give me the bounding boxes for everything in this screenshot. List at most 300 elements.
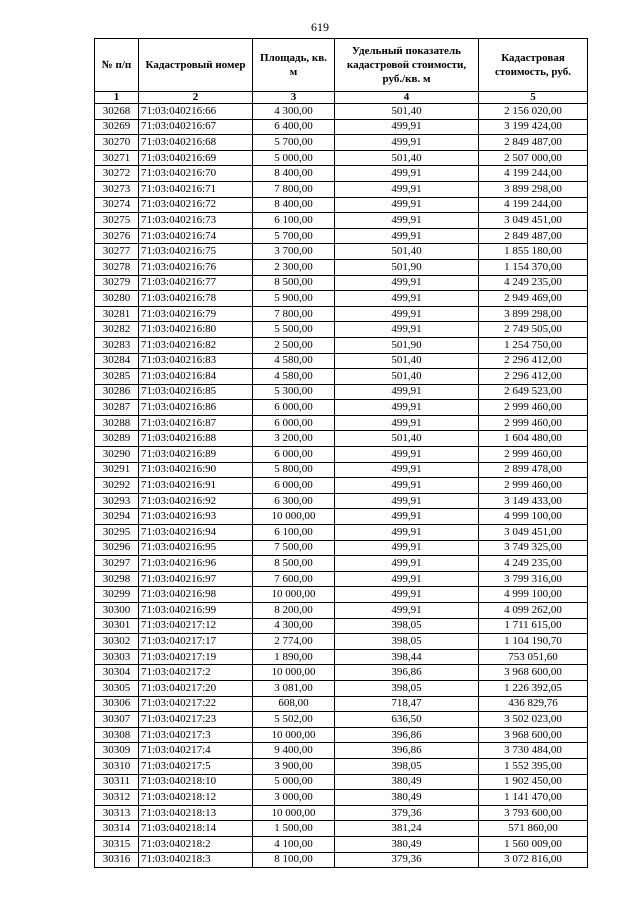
cadastral-number-cell: 71:03:040216:69: [139, 150, 253, 166]
header-row-number: № п/п: [95, 39, 139, 92]
area-cell: 1 890,00: [253, 649, 335, 665]
unit-value-cell: 379,36: [335, 805, 479, 821]
row-number-cell: 30300: [95, 603, 139, 619]
cadastral-value-cell: 4 249 235,00: [479, 275, 588, 291]
cadastral-value-cell: 4 099 262,00: [479, 603, 588, 619]
cadastral-number-cell: 71:03:040218:14: [139, 821, 253, 837]
row-number-cell: 30291: [95, 462, 139, 478]
cadastral-value-cell: 2 296 412,00: [479, 353, 588, 369]
unit-value-cell: 380,49: [335, 790, 479, 806]
table-row: [95, 587, 588, 603]
cadastral-value-cell: 1 254 750,00: [479, 337, 588, 353]
cadastral-value-cell: 1 560 009,00: [479, 836, 588, 852]
row-number-cell: 30284: [95, 353, 139, 369]
table-row: [95, 228, 588, 244]
unit-value-cell: 398,05: [335, 680, 479, 696]
unit-value-cell: 499,91: [335, 415, 479, 431]
cadastral-value-cell: 3 968 600,00: [479, 727, 588, 743]
table-row: [95, 275, 588, 291]
row-number-cell: 30272: [95, 166, 139, 182]
cadastral-number-cell: 71:03:040216:96: [139, 556, 253, 572]
cadastral-number-cell: 71:03:040216:91: [139, 478, 253, 494]
cadastral-value-cell: 2 949 469,00: [479, 291, 588, 307]
table-row: [95, 525, 588, 541]
table-row: [95, 758, 588, 774]
area-cell: 608,00: [253, 696, 335, 712]
cadastral-value-cell: 436 829,76: [479, 696, 588, 712]
cadastral-number-cell: 71:03:040216:77: [139, 275, 253, 291]
row-number-cell: 30304: [95, 665, 139, 681]
area-cell: 8 500,00: [253, 556, 335, 572]
row-number-cell: 30295: [95, 525, 139, 541]
area-cell: 8 200,00: [253, 603, 335, 619]
cadastral-value-cell: 4 999 100,00: [479, 587, 588, 603]
cadastral-number-cell: 71:03:040218:2: [139, 836, 253, 852]
row-number-cell: 30268: [95, 104, 139, 120]
cadastral-value-cell: 2 899 478,00: [479, 462, 588, 478]
cadastral-number-cell: 71:03:040217:19: [139, 649, 253, 665]
cadastral-value-cell: 3 199 424,00: [479, 119, 588, 135]
cadastral-value-cell: 3 072 816,00: [479, 852, 588, 868]
header-cadastral-number: Кадастровый номер: [139, 39, 253, 92]
cadastral-number-cell: 71:03:040218:3: [139, 852, 253, 868]
table-row: [95, 556, 588, 572]
unit-value-cell: 499,91: [335, 478, 479, 494]
area-cell: 10 000,00: [253, 727, 335, 743]
area-cell: 6 000,00: [253, 478, 335, 494]
table-row: [95, 743, 588, 759]
table-row: [95, 493, 588, 509]
row-number-cell: 30278: [95, 259, 139, 275]
table-row: [95, 400, 588, 416]
table-row: [95, 712, 588, 728]
unit-value-cell: 499,91: [335, 587, 479, 603]
unit-value-cell: 499,91: [335, 322, 479, 338]
row-number-cell: 30281: [95, 306, 139, 322]
unit-value-cell: 499,91: [335, 384, 479, 400]
area-cell: 7 500,00: [253, 540, 335, 556]
table-row: [95, 836, 588, 852]
cadastral-number-cell: 71:03:040216:70: [139, 166, 253, 182]
table-row: [95, 727, 588, 743]
area-cell: 8 400,00: [253, 197, 335, 213]
cadastral-value-cell: 3 899 298,00: [479, 306, 588, 322]
row-number-cell: 30274: [95, 197, 139, 213]
table-row: [95, 119, 588, 135]
cadastral-number-cell: 71:03:040218:12: [139, 790, 253, 806]
unit-value-cell: 501,40: [335, 150, 479, 166]
table-row: [95, 665, 588, 681]
table-row: [95, 135, 588, 151]
area-cell: 8 400,00: [253, 166, 335, 182]
cadastral-number-cell: 71:03:040218:13: [139, 805, 253, 821]
row-number-cell: 30279: [95, 275, 139, 291]
cadastral-number-cell: 71:03:040216:67: [139, 119, 253, 135]
area-cell: 10 000,00: [253, 509, 335, 525]
area-cell: 9 400,00: [253, 743, 335, 759]
cadastral-number-cell: 71:03:040216:92: [139, 493, 253, 509]
column-number: 1: [95, 92, 139, 104]
cadastral-value-cell: 571 860,00: [479, 821, 588, 837]
cadastral-value-cell: 2 999 460,00: [479, 415, 588, 431]
cadastral-number-cell: 71:03:040216:73: [139, 213, 253, 229]
cadastral-number-cell: 71:03:040216:68: [139, 135, 253, 151]
row-number-cell: 30273: [95, 181, 139, 197]
area-cell: 5 500,00: [253, 322, 335, 338]
cadastral-number-cell: 71:03:040216:86: [139, 400, 253, 416]
area-cell: 5 900,00: [253, 291, 335, 307]
table-row: [95, 213, 588, 229]
row-number-cell: 30314: [95, 821, 139, 837]
area-cell: 3 000,00: [253, 790, 335, 806]
area-cell: 8 100,00: [253, 852, 335, 868]
row-number-cell: 30285: [95, 369, 139, 385]
cadastral-value-cell: 1 226 392,05: [479, 680, 588, 696]
row-number-cell: 30316: [95, 852, 139, 868]
unit-value-cell: 499,91: [335, 400, 479, 416]
table-row: [95, 790, 588, 806]
cadastral-value-cell: 3 049 451,00: [479, 213, 588, 229]
area-cell: 6 300,00: [253, 493, 335, 509]
row-number-cell: 30299: [95, 587, 139, 603]
area-cell: 10 000,00: [253, 805, 335, 821]
table-row: [95, 197, 588, 213]
unit-value-cell: 499,91: [335, 540, 479, 556]
unit-value-cell: 398,05: [335, 634, 479, 650]
area-cell: 5 300,00: [253, 384, 335, 400]
cadastral-number-cell: 71:03:040216:75: [139, 244, 253, 260]
area-cell: 3 200,00: [253, 431, 335, 447]
table-row: [95, 150, 588, 166]
unit-value-cell: 379,36: [335, 852, 479, 868]
cadastral-number-cell: 71:03:040218:10: [139, 774, 253, 790]
cadastral-value-cell: 2 649 523,00: [479, 384, 588, 400]
unit-value-cell: 501,40: [335, 353, 479, 369]
row-number-cell: 30310: [95, 758, 139, 774]
unit-value-cell: 499,91: [335, 228, 479, 244]
table-row: [95, 509, 588, 525]
area-cell: 5 000,00: [253, 774, 335, 790]
unit-value-cell: 499,91: [335, 493, 479, 509]
unit-value-cell: 398,05: [335, 758, 479, 774]
row-number-cell: 30297: [95, 556, 139, 572]
table-row: [95, 852, 588, 868]
row-number-cell: 30287: [95, 400, 139, 416]
unit-value-cell: 718,47: [335, 696, 479, 712]
row-number-cell: 30305: [95, 680, 139, 696]
cadastral-number-cell: 71:03:040217:5: [139, 758, 253, 774]
cadastral-value-cell: 1 141 470,00: [479, 790, 588, 806]
cadastral-number-cell: 71:03:040216:72: [139, 197, 253, 213]
unit-value-cell: 501,40: [335, 244, 479, 260]
area-cell: 5 700,00: [253, 228, 335, 244]
row-number-cell: 30282: [95, 322, 139, 338]
cadastral-value-cell: 2 849 487,00: [479, 135, 588, 151]
table-row: [95, 291, 588, 307]
area-cell: 6 100,00: [253, 213, 335, 229]
table-row: [95, 603, 588, 619]
cadastral-value-cell: 3 749 325,00: [479, 540, 588, 556]
row-number-cell: 30298: [95, 571, 139, 587]
row-number-cell: 30307: [95, 712, 139, 728]
area-cell: 4 300,00: [253, 618, 335, 634]
table-row: [95, 369, 588, 385]
cadastral-number-cell: 71:03:040216:79: [139, 306, 253, 322]
table-row: [95, 540, 588, 556]
unit-value-cell: 499,91: [335, 525, 479, 541]
table-row: [95, 104, 588, 120]
unit-value-cell: 499,91: [335, 571, 479, 587]
area-cell: 3 700,00: [253, 244, 335, 260]
unit-value-cell: 499,91: [335, 197, 479, 213]
cadastral-value-cell: 3 049 451,00: [479, 525, 588, 541]
header-area: Площадь, кв. м: [253, 39, 335, 92]
table-row: [95, 431, 588, 447]
column-number: 2: [139, 92, 253, 104]
cadastral-value-cell: 4 999 100,00: [479, 509, 588, 525]
unit-value-cell: 396,86: [335, 727, 479, 743]
unit-value-cell: 499,91: [335, 509, 479, 525]
cadastral-value-cell: 2 999 460,00: [479, 478, 588, 494]
cadastral-number-cell: 71:03:040216:90: [139, 462, 253, 478]
row-number-cell: 30293: [95, 493, 139, 509]
area-cell: 4 580,00: [253, 353, 335, 369]
unit-value-cell: 381,24: [335, 821, 479, 837]
cadastral-number-cell: 71:03:040216:84: [139, 369, 253, 385]
cadastral-value-cell: 3 799 316,00: [479, 571, 588, 587]
table-header-row: [95, 39, 588, 92]
cadastral-number-cell: 71:03:040217:3: [139, 727, 253, 743]
unit-value-cell: 499,91: [335, 291, 479, 307]
header-unit-value: Удельный показатель кадастровой стоимости, руб./кв. м: [335, 39, 479, 92]
cadastral-number-cell: 71:03:040216:71: [139, 181, 253, 197]
table-row: [95, 478, 588, 494]
cadastral-value-cell: 3 968 600,00: [479, 665, 588, 681]
area-cell: 4 100,00: [253, 836, 335, 852]
area-cell: 4 580,00: [253, 369, 335, 385]
row-number-cell: 30277: [95, 244, 139, 260]
row-number-cell: 30290: [95, 447, 139, 463]
table-row: [95, 447, 588, 463]
page-number: 619: [311, 20, 329, 34]
area-cell: 10 000,00: [253, 665, 335, 681]
unit-value-cell: 499,91: [335, 603, 479, 619]
cadastral-number-cell: 71:03:040216:95: [139, 540, 253, 556]
row-number-cell: 30313: [95, 805, 139, 821]
row-number-cell: 30306: [95, 696, 139, 712]
unit-value-cell: 398,44: [335, 649, 479, 665]
table-row: [95, 415, 588, 431]
column-number-row: [95, 92, 588, 104]
cadastral-value-cell: 1 902 450,00: [479, 774, 588, 790]
table-row: [95, 166, 588, 182]
table-row: [95, 774, 588, 790]
area-cell: 2 500,00: [253, 337, 335, 353]
unit-value-cell: 499,91: [335, 306, 479, 322]
area-cell: 5 800,00: [253, 462, 335, 478]
area-cell: 1 500,00: [253, 821, 335, 837]
cadastral-number-cell: 71:03:040216:78: [139, 291, 253, 307]
unit-value-cell: 499,91: [335, 181, 479, 197]
unit-value-cell: 499,91: [335, 447, 479, 463]
unit-value-cell: 396,86: [335, 665, 479, 681]
table-row: [95, 805, 588, 821]
unit-value-cell: 380,49: [335, 836, 479, 852]
cadastral-value-cell: 2 849 487,00: [479, 228, 588, 244]
table-row: [95, 696, 588, 712]
area-cell: 4 300,00: [253, 104, 335, 120]
unit-value-cell: 380,49: [335, 774, 479, 790]
area-cell: 6 000,00: [253, 447, 335, 463]
cadastral-number-cell: 71:03:040216:83: [139, 353, 253, 369]
column-number: 5: [479, 92, 588, 104]
cadastral-number-cell: 71:03:040217:20: [139, 680, 253, 696]
cadastral-number-cell: 71:03:040216:82: [139, 337, 253, 353]
row-number-cell: 30283: [95, 337, 139, 353]
unit-value-cell: 501,90: [335, 259, 479, 275]
table-row: [95, 259, 588, 275]
unit-value-cell: 499,91: [335, 275, 479, 291]
unit-value-cell: 499,91: [335, 462, 479, 478]
cadastral-number-cell: 71:03:040216:93: [139, 509, 253, 525]
area-cell: 6 000,00: [253, 415, 335, 431]
table-row: [95, 244, 588, 260]
cadastral-value-cell: 2 749 505,00: [479, 322, 588, 338]
row-number-cell: 30286: [95, 384, 139, 400]
table-row: [95, 181, 588, 197]
area-cell: 7 600,00: [253, 571, 335, 587]
area-cell: 5 000,00: [253, 150, 335, 166]
row-number-cell: 30312: [95, 790, 139, 806]
cadastral-value-cell: 3 149 433,00: [479, 493, 588, 509]
cadastral-number-cell: 71:03:040217:22: [139, 696, 253, 712]
unit-value-cell: 398,05: [335, 618, 479, 634]
cadastral-number-cell: 71:03:040216:76: [139, 259, 253, 275]
cadastral-number-cell: 71:03:040217:2: [139, 665, 253, 681]
row-number-cell: 30308: [95, 727, 139, 743]
row-number-cell: 30311: [95, 774, 139, 790]
cadastral-number-cell: 71:03:040216:80: [139, 322, 253, 338]
table-row: [95, 384, 588, 400]
unit-value-cell: 636,50: [335, 712, 479, 728]
area-cell: 5 700,00: [253, 135, 335, 151]
cadastral-value-cell: 3 899 298,00: [479, 181, 588, 197]
table-row: [95, 322, 588, 338]
row-number-cell: 30303: [95, 649, 139, 665]
row-number-cell: 30294: [95, 509, 139, 525]
cadastral-number-cell: 71:03:040216:94: [139, 525, 253, 541]
cadastral-value-cell: 3 502 023,00: [479, 712, 588, 728]
unit-value-cell: 501,40: [335, 369, 479, 385]
unit-value-cell: 499,91: [335, 556, 479, 572]
row-number-cell: 30280: [95, 291, 139, 307]
cadastral-number-cell: 71:03:040216:85: [139, 384, 253, 400]
table-row: [95, 353, 588, 369]
row-number-cell: 30269: [95, 119, 139, 135]
area-cell: 6 000,00: [253, 400, 335, 416]
area-cell: 6 100,00: [253, 525, 335, 541]
row-number-cell: 30301: [95, 618, 139, 634]
cadastral-number-cell: 71:03:040216:99: [139, 603, 253, 619]
column-number: 4: [335, 92, 479, 104]
cadastral-value-cell: 3 730 484,00: [479, 743, 588, 759]
unit-value-cell: 499,91: [335, 213, 479, 229]
cadastral-number-cell: 71:03:040216:88: [139, 431, 253, 447]
unit-value-cell: 499,91: [335, 166, 479, 182]
unit-value-cell: 501,40: [335, 431, 479, 447]
cadastral-number-cell: 71:03:040216:89: [139, 447, 253, 463]
cadastral-value-cell: 2 999 460,00: [479, 400, 588, 416]
row-number-cell: 30309: [95, 743, 139, 759]
area-cell: 7 800,00: [253, 181, 335, 197]
cadastral-value-cell: 2 156 020,00: [479, 104, 588, 120]
cadastral-number-cell: 71:03:040217:12: [139, 618, 253, 634]
row-number-cell: 30289: [95, 431, 139, 447]
row-number-cell: 30292: [95, 478, 139, 494]
area-cell: 8 500,00: [253, 275, 335, 291]
cadastral-value-cell: 4 199 244,00: [479, 166, 588, 182]
cadastral-value-cell: 4 249 235,00: [479, 556, 588, 572]
row-number-cell: 30276: [95, 228, 139, 244]
row-number-cell: 30270: [95, 135, 139, 151]
cadastral-value-cell: 2 507 000,00: [479, 150, 588, 166]
cadastral-number-cell: 71:03:040216:87: [139, 415, 253, 431]
cadastral-value-cell: 1 552 395,00: [479, 758, 588, 774]
cadastral-number-cell: 71:03:040217:23: [139, 712, 253, 728]
header-cadastral-value: Кадастровая стоимость, руб.: [479, 39, 588, 92]
cadastral-number-cell: 71:03:040217:17: [139, 634, 253, 650]
cadastral-number-cell: 71:03:040216:97: [139, 571, 253, 587]
unit-value-cell: 501,90: [335, 337, 479, 353]
row-number-cell: 30296: [95, 540, 139, 556]
table-row: [95, 680, 588, 696]
column-number: 3: [253, 92, 335, 104]
cadastral-value-cell: 1 604 480,00: [479, 431, 588, 447]
table-row: [95, 618, 588, 634]
cadastral-number-cell: 71:03:040216:66: [139, 104, 253, 120]
table-row: [95, 462, 588, 478]
cadastral-value-cell: 1 855 180,00: [479, 244, 588, 260]
table-body: [95, 104, 588, 868]
cadastral-number-cell: 71:03:040216:74: [139, 228, 253, 244]
area-cell: 2 774,00: [253, 634, 335, 650]
area-cell: 3 900,00: [253, 758, 335, 774]
unit-value-cell: 499,91: [335, 119, 479, 135]
row-number-cell: 30271: [95, 150, 139, 166]
area-cell: 5 502,00: [253, 712, 335, 728]
cadastral-value-cell: 4 199 244,00: [479, 197, 588, 213]
cadastral-value-cell: 2 999 460,00: [479, 447, 588, 463]
cadastral-value-table: [94, 38, 588, 868]
cadastral-number-cell: 71:03:040217:4: [139, 743, 253, 759]
cadastral-value-cell: 3 793 600,00: [479, 805, 588, 821]
unit-value-cell: 499,91: [335, 135, 479, 151]
table-row: [95, 571, 588, 587]
row-number-cell: 30315: [95, 836, 139, 852]
area-cell: 7 800,00: [253, 306, 335, 322]
cadastral-value-cell: 1 104 190,70: [479, 634, 588, 650]
table-row: [95, 649, 588, 665]
cadastral-value-cell: 2 296 412,00: [479, 369, 588, 385]
cadastral-number-cell: 71:03:040216:98: [139, 587, 253, 603]
table-row: [95, 306, 588, 322]
table-row: [95, 821, 588, 837]
area-cell: 3 081,00: [253, 680, 335, 696]
area-cell: 2 300,00: [253, 259, 335, 275]
cadastral-value-cell: 1 711 615,00: [479, 618, 588, 634]
area-cell: 6 400,00: [253, 119, 335, 135]
table-row: [95, 337, 588, 353]
